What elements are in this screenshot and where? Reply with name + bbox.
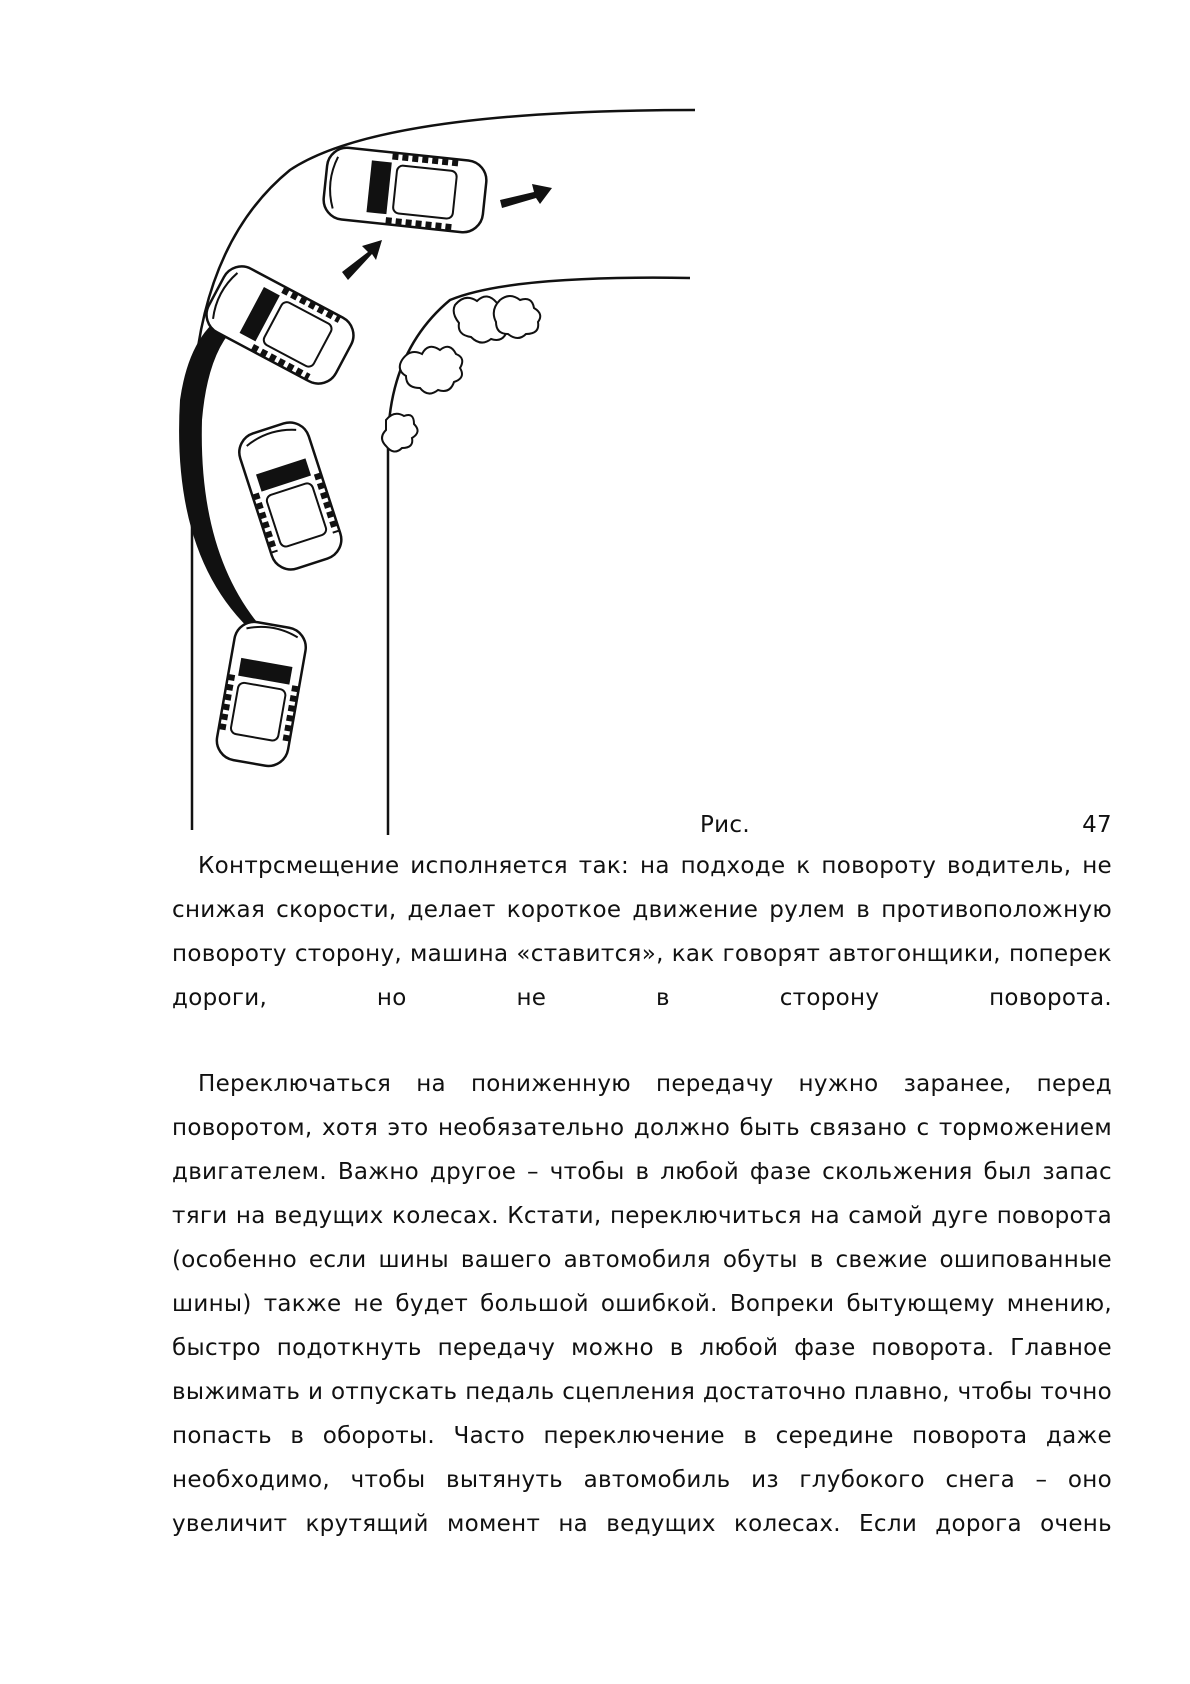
- car-icon: [200, 259, 361, 390]
- cornering-illustration: [150, 100, 710, 840]
- car-icon: [234, 417, 346, 574]
- paragraph-countershift: [172, 844, 1112, 1020]
- paragraph-text: Контрсмещение исполняется так: на подходе к повороту водитель, не снижая скорости, делает короткое движение рулем в противоположную повороту сторону, машина «ставится», как говорят автогонщики, поперек дороги, но не в сторону поворота.: [172, 853, 1112, 1011]
- snow-drift-icon: [382, 296, 540, 452]
- road-turn-drawing: [150, 100, 710, 840]
- figure-caption-number: 47: [1082, 812, 1112, 838]
- figure-caption-label: Рис.: [700, 812, 750, 838]
- figure-caption: [700, 810, 1112, 840]
- car-icon: [214, 619, 309, 769]
- paragraph-downshift: [172, 1062, 1112, 1546]
- car-icon: [322, 146, 489, 234]
- paragraph-text: Переключаться на пониженную передачу нужно заранее, перед поворотом, хотя это необязательно должно быть связано с торможением двигателем. Важно другое – чтобы в любой фазе скольжения был запас тяги на ведущих колесах. Кстати, переключиться на самой дуге поворота (особенно если шины вашего автомобиля обуты в свежие ошипованные шины) также не будет большой ошибкой. Вопреки бытующему мнению, быстро подоткнуть передачу можно в любой фазе поворота. Главное выжимать и отпускать педаль сцепления достаточно плавно, чтобы точно попасть в обороты. Часто переключение в середине поворота даже необходимо, чтобы вытянуть автомобиль из глубокого снега – оно увеличит крутящий момент на ведущих колесах. Если дорога очень: [172, 1071, 1112, 1537]
